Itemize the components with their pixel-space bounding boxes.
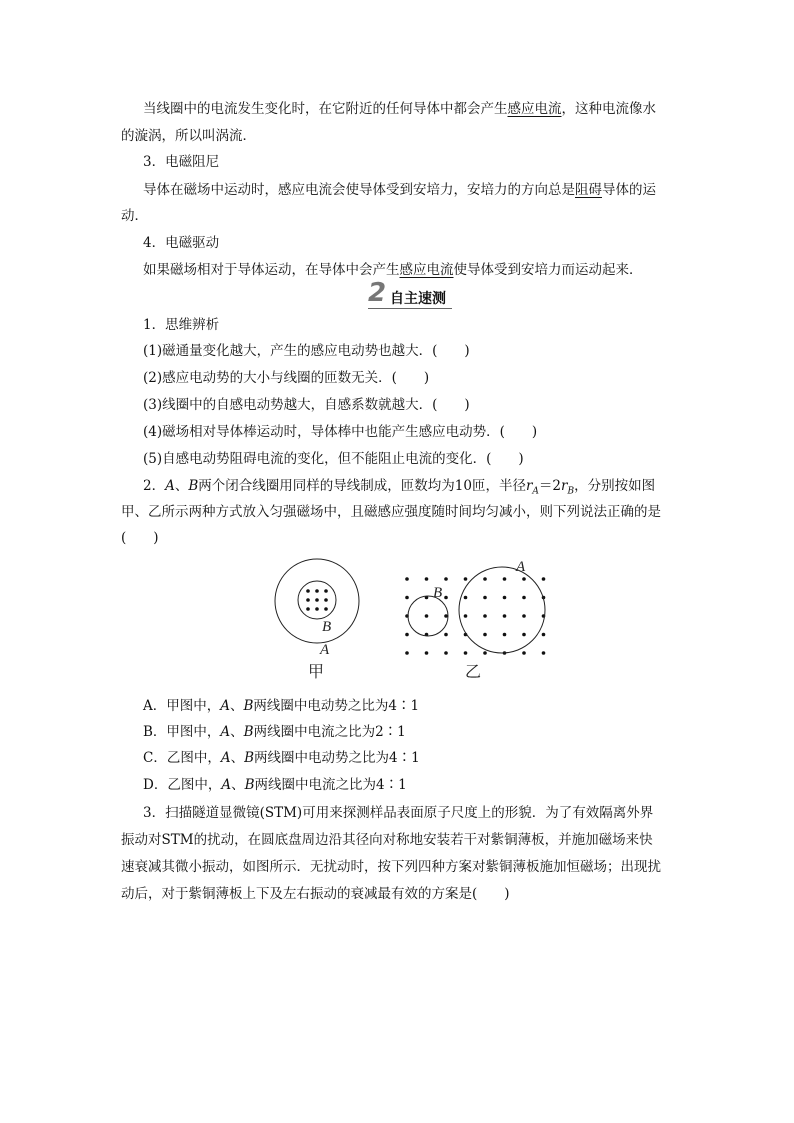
field-dot <box>464 651 468 655</box>
field-dot <box>522 596 526 600</box>
q2-figure <box>260 555 560 685</box>
section-title: 自主速测 <box>390 291 446 307</box>
damping-line-1: 导体在磁场中运动时，感应电流会使导体受到安培力，安培力的方向总是阻碍导体的运 <box>143 182 656 198</box>
caption-jia: 甲 <box>308 664 325 681</box>
field-dot <box>542 651 546 655</box>
q2-stem-line-1: 2．A、B两个闭合线圈用同样的导线制成，匝数均为10匝，半径$r_A=2r_B$，分别按如图 <box>143 478 656 497</box>
field-dot <box>503 577 507 581</box>
field-dot <box>522 651 526 655</box>
field-dot <box>522 577 526 581</box>
field-dot <box>522 614 526 618</box>
field-dot <box>542 577 546 581</box>
damping-line-2: 动． <box>121 208 148 224</box>
field-dot <box>503 614 507 618</box>
q1-item-4: (4)磁场相对导体棒运动时，导体棒中也能产生感应电动势．( ) <box>143 424 538 440</box>
q1-item-1: (1)磁通量变化越大，产生的感应电动势也越大．( ) <box>143 343 470 359</box>
eddy-current-line-1: 当线圈中的电流发生变化时，在它附近的任何导体中都会产生感应电流，这种电流像水 <box>143 101 656 117</box>
q1-heading: 1．思维辨析 <box>143 317 220 333</box>
field-dot <box>542 633 546 637</box>
figure-yi <box>405 559 545 681</box>
q3-stem-line-2: 振动对STM的扰动，在圆底盘周边沿其径向对称地安装若干对紫铜薄板，并施加磁场来快 <box>121 832 653 848</box>
caption-yi: 乙 <box>465 664 482 681</box>
label-b-yi: B <box>433 585 443 601</box>
heading-electromagnetic-drive: 4．电磁驱动 <box>143 235 220 251</box>
field-dot <box>444 651 448 655</box>
field-dot <box>503 633 507 637</box>
underlined-term: 阻碍 <box>575 182 602 198</box>
q2-option-d: D．乙图中，A、B两线圈中电流之比为4∶1 <box>143 777 407 793</box>
field-dot <box>405 651 409 655</box>
field-dot <box>405 633 409 637</box>
q2-stem-line-2: 甲、乙所示两种方式放入匀强磁场中，且磁感应强度随时间均匀减小，则下列说法正确的是 <box>121 504 661 520</box>
field-dot <box>464 596 468 600</box>
field-dot <box>425 577 429 581</box>
q2-option-c: C．乙图中，A、B两线圈中电动势之比为4∶1 <box>143 750 420 766</box>
field-dot <box>483 633 487 637</box>
q1-item-3: (3)线圈中的自感电动势越大，自感系数就越大．( ) <box>143 397 470 413</box>
underlined-term: 感应电流 <box>399 262 454 278</box>
field-dot <box>444 633 448 637</box>
coil-a-large-circle <box>459 567 545 653</box>
field-dot <box>483 614 487 618</box>
section-heading-self-test <box>368 278 452 309</box>
q1-item-5: (5)自感电动势阻碍电流的变化，但不能阻止电流的变化．( ) <box>143 451 524 467</box>
field-dot <box>464 614 468 618</box>
field-dot <box>405 596 409 600</box>
field-dot <box>483 651 487 655</box>
field-dot <box>483 596 487 600</box>
field-dot <box>503 596 507 600</box>
q1-item-2: (2)感应电动势的大小与线圈的匝数无关．( ) <box>143 370 430 386</box>
q3-stem-line-4: 动后，对于紫铜薄板上下及左右振动的衰减最有效的方案是( ) <box>121 886 510 902</box>
field-dot <box>483 577 487 581</box>
field-dot <box>425 651 429 655</box>
section-number: 2 <box>368 278 387 308</box>
q2-option-a: A．甲图中，A、B两线圈中电动势之比为4∶1 <box>143 698 420 714</box>
underlined-term: 感应电流 <box>507 101 562 117</box>
magnetic-field-dots-jia <box>306 589 328 611</box>
heading-electromagnetic-damping: 3．电磁阻尼 <box>143 154 220 170</box>
field-dot <box>444 577 448 581</box>
label-a-jia: A <box>320 642 330 658</box>
field-dot <box>444 596 448 600</box>
figure-jia <box>275 559 359 681</box>
eddy-current-line-2: 的漩涡，所以叫涡流． <box>121 128 256 144</box>
field-dot <box>405 577 409 581</box>
coil-b-small-circle <box>408 596 448 636</box>
drive-line-1: 如果磁场相对于导体运动，在导体中会产生感应电流使导体受到安培力而运动起来． <box>143 262 643 278</box>
q2-stem-line-3: ( ) <box>121 530 159 546</box>
q3-stem-line-1: 3．扫描隧道显微镜(STM)可用来探测样品表面原子尺度上的形貌．为了有效隔离外界 <box>143 805 654 821</box>
field-dot <box>464 577 468 581</box>
field-dot <box>522 633 526 637</box>
label-b-jia: B <box>322 619 332 635</box>
q3-stem-line-3: 速衰减其微小振动，如图所示．无扰动时，按下列四种方案对紫铜薄板施加恒磁场；出现扰 <box>121 859 661 875</box>
label-a-yi: A <box>516 559 526 575</box>
q2-option-b: B．甲图中，A、B两线圈中电流之比为2∶1 <box>143 724 406 740</box>
